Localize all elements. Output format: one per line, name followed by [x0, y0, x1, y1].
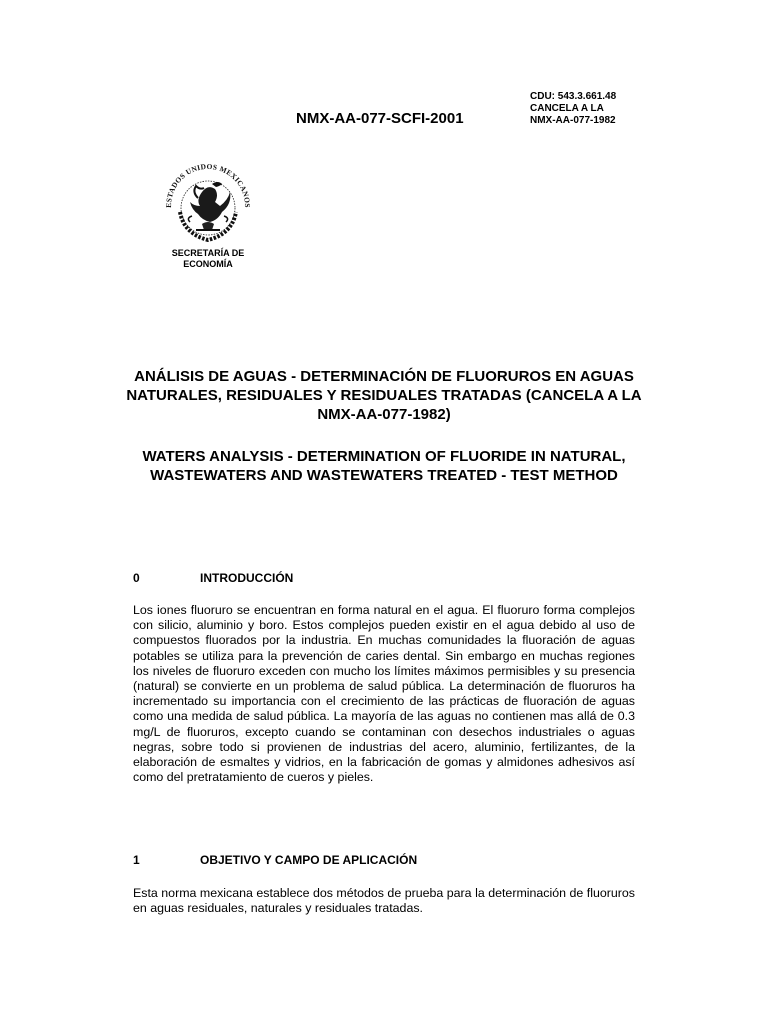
cdu-line: NMX-AA-077-1982: [530, 115, 616, 126]
standard-code: NMX-AA-077-SCFI-2001: [296, 110, 464, 127]
seal-text: ESTADOS UNIDOS MEXICANOS: [163, 162, 253, 208]
cdu-line: CANCELA A LA: [530, 103, 604, 114]
cdu-reference: [530, 91, 616, 127]
section-heading: [133, 853, 417, 867]
ministry-name: SECRETARÍA DE ECONOMÍA: [171, 248, 245, 269]
cdu-line: CDU: 543.3.661.48: [530, 91, 617, 102]
section-title: INTRODUCCIÓN: [200, 571, 294, 585]
section-number: 1: [133, 853, 140, 867]
section-title: OBJETIVO Y CAMPO DE APLICACIÓN: [200, 853, 418, 867]
section-heading: [133, 571, 293, 585]
section-number: 0: [133, 571, 140, 585]
section-paragraph: Los iones fluoruro se encuentran en forma natural en el agua. El fluoruro forma complejos con silicio, aluminio y boro. Estos complejos pueden existir en el agua debido al uso de compuestos fluorados por la industria. En muchas comunidades la fluoración de aguas potables se utiliza para la prevención de caries dental. Sin embargo en muchas regiones los niveles de fluoruro exceden con mucho los límites máximos permisibles y su presencia (natural) se convierte en un problema de salud pública. La determinación de fluoruros ha incrementado su importancia con el crecimiento de las prácticas de fluoración de aguas como una medida de salud pública. La mayoría de las aguas no contienen mas allá de 0.3 mg/L de fluoruros, excepto cuando se contaminan con desechos industriales o aguas negras, sobre todo si provienen de industrias del acero, aluminio, fertilizantes, de la elaboración de esmaltes y vidrios, en la fabricación de gomas y almidones adhesivos así como del pretratamiento de cueros y pieles.: [133, 603, 635, 785]
section-paragraph: Esta norma mexicana establece dos métodos de prueba para la determinación de fluoruros en aguas residuales, naturales y residuales tratadas.: [133, 886, 635, 916]
title-english: WATERS ANALYSIS - DETERMINATION OF FLUORIDE IN NATURAL, WASTEWATERS AND WASTEWATERS TREATED - TEST METHOD: [142, 448, 626, 484]
eagle-seal-icon: [162, 162, 254, 246]
title-spanish: ANÁLISIS DE AGUAS - DETERMINACIÓN DE FLUORUROS EN AGUAS NATURALES, RESIDUALES Y RESIDUALES TRATADAS (CANCELA A LA NMX-AA-077-1982): [126, 368, 642, 423]
mexican-seal-logo: [162, 162, 254, 246]
